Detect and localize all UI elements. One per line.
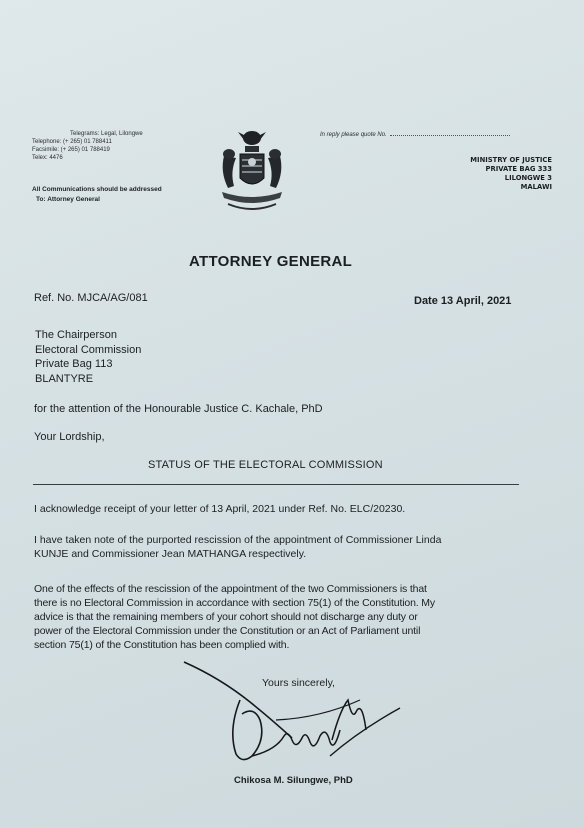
paragraph-line: power of the Electoral Commission under the Constitution or an Act of Parliament until [34, 625, 421, 637]
paragraph-line: advice is that the remaining members of your cohort should not discharge any duty or [34, 611, 418, 623]
signatory-name: Chikosa M. Silungwe, PhD [234, 775, 353, 786]
recipient-address [35, 328, 141, 386]
office-heading: ATTORNEY GENERAL [189, 253, 353, 270]
paragraph-acknowledgement [34, 502, 405, 516]
ministry-address-line: MALAWI [520, 183, 552, 191]
handwritten-signature [180, 660, 410, 775]
reply-quote-label: In reply please quote No. [320, 132, 387, 138]
ministry-address-line: MINISTRY OF JUSTICE [470, 156, 552, 164]
salutation: Your Lordship, [34, 431, 105, 443]
subject-rule [33, 484, 519, 485]
letterhead-comms-to: To: Attorney General [36, 196, 100, 203]
ministry-address [470, 156, 552, 192]
paragraph-line: One of the effects of the rescission of the appointment of the two Commissioners is that [34, 583, 427, 595]
paragraph-rescission-note [34, 533, 441, 561]
letterhead-contact-line: Telephone: (+ 265) 01 788411 [32, 139, 112, 145]
letterhead-comms-note: All Communications should be addressed [32, 186, 162, 193]
letterhead-contact-line: Telegrams: Legal, Lilongwe [70, 131, 143, 137]
recipient-line: The Chairperson [35, 329, 117, 341]
paragraph-line: KUNJE and Commissioner Jean MATHANGA respectively. [34, 548, 307, 560]
paragraph-line: I acknowledge receipt of your letter of 13 April, 2021 under Ref. No. ELC/20230. [34, 503, 406, 515]
ministry-address-line: PRIVATE BAG 333 [485, 165, 552, 173]
reply-quote-note [320, 131, 510, 139]
reference-number: Ref. No. MJCA/AG/081 [34, 292, 148, 304]
ministry-address-line: LILONGWE 3 [504, 174, 552, 182]
paragraph-line: there is no Electoral Commission in accordance with section 75(1) of the Constitution. My [34, 597, 436, 609]
recipient-line: BLANTYRE [35, 372, 94, 385]
subject-heading: STATUS OF THE ELECTORAL COMMISSION [148, 459, 383, 471]
recipient-line: Private Bag 113 [35, 358, 113, 370]
recipient-line: Electoral Commission [35, 343, 142, 356]
letterhead-contact-line: Telex: 4476 [32, 155, 63, 161]
paragraph-line: section 75(1) of the Constitution has been complied with. [34, 639, 290, 651]
letterhead-contacts [32, 130, 143, 162]
attention-line: for the attention of the Honourable Justice C. Kachale, PhD [34, 403, 323, 415]
letterhead-contact-line: Facsimile: (+ 265) 01 788419 [32, 147, 110, 153]
coat-of-arms-icon [214, 126, 290, 218]
letter-date: Date 13 April, 2021 [414, 295, 512, 307]
closing-line: Yours sincerely, [262, 677, 335, 689]
paragraph-line: I have taken note of the purported rescission of the appointment of Commissioner Linda [34, 534, 442, 546]
paragraph-advice [34, 582, 435, 652]
